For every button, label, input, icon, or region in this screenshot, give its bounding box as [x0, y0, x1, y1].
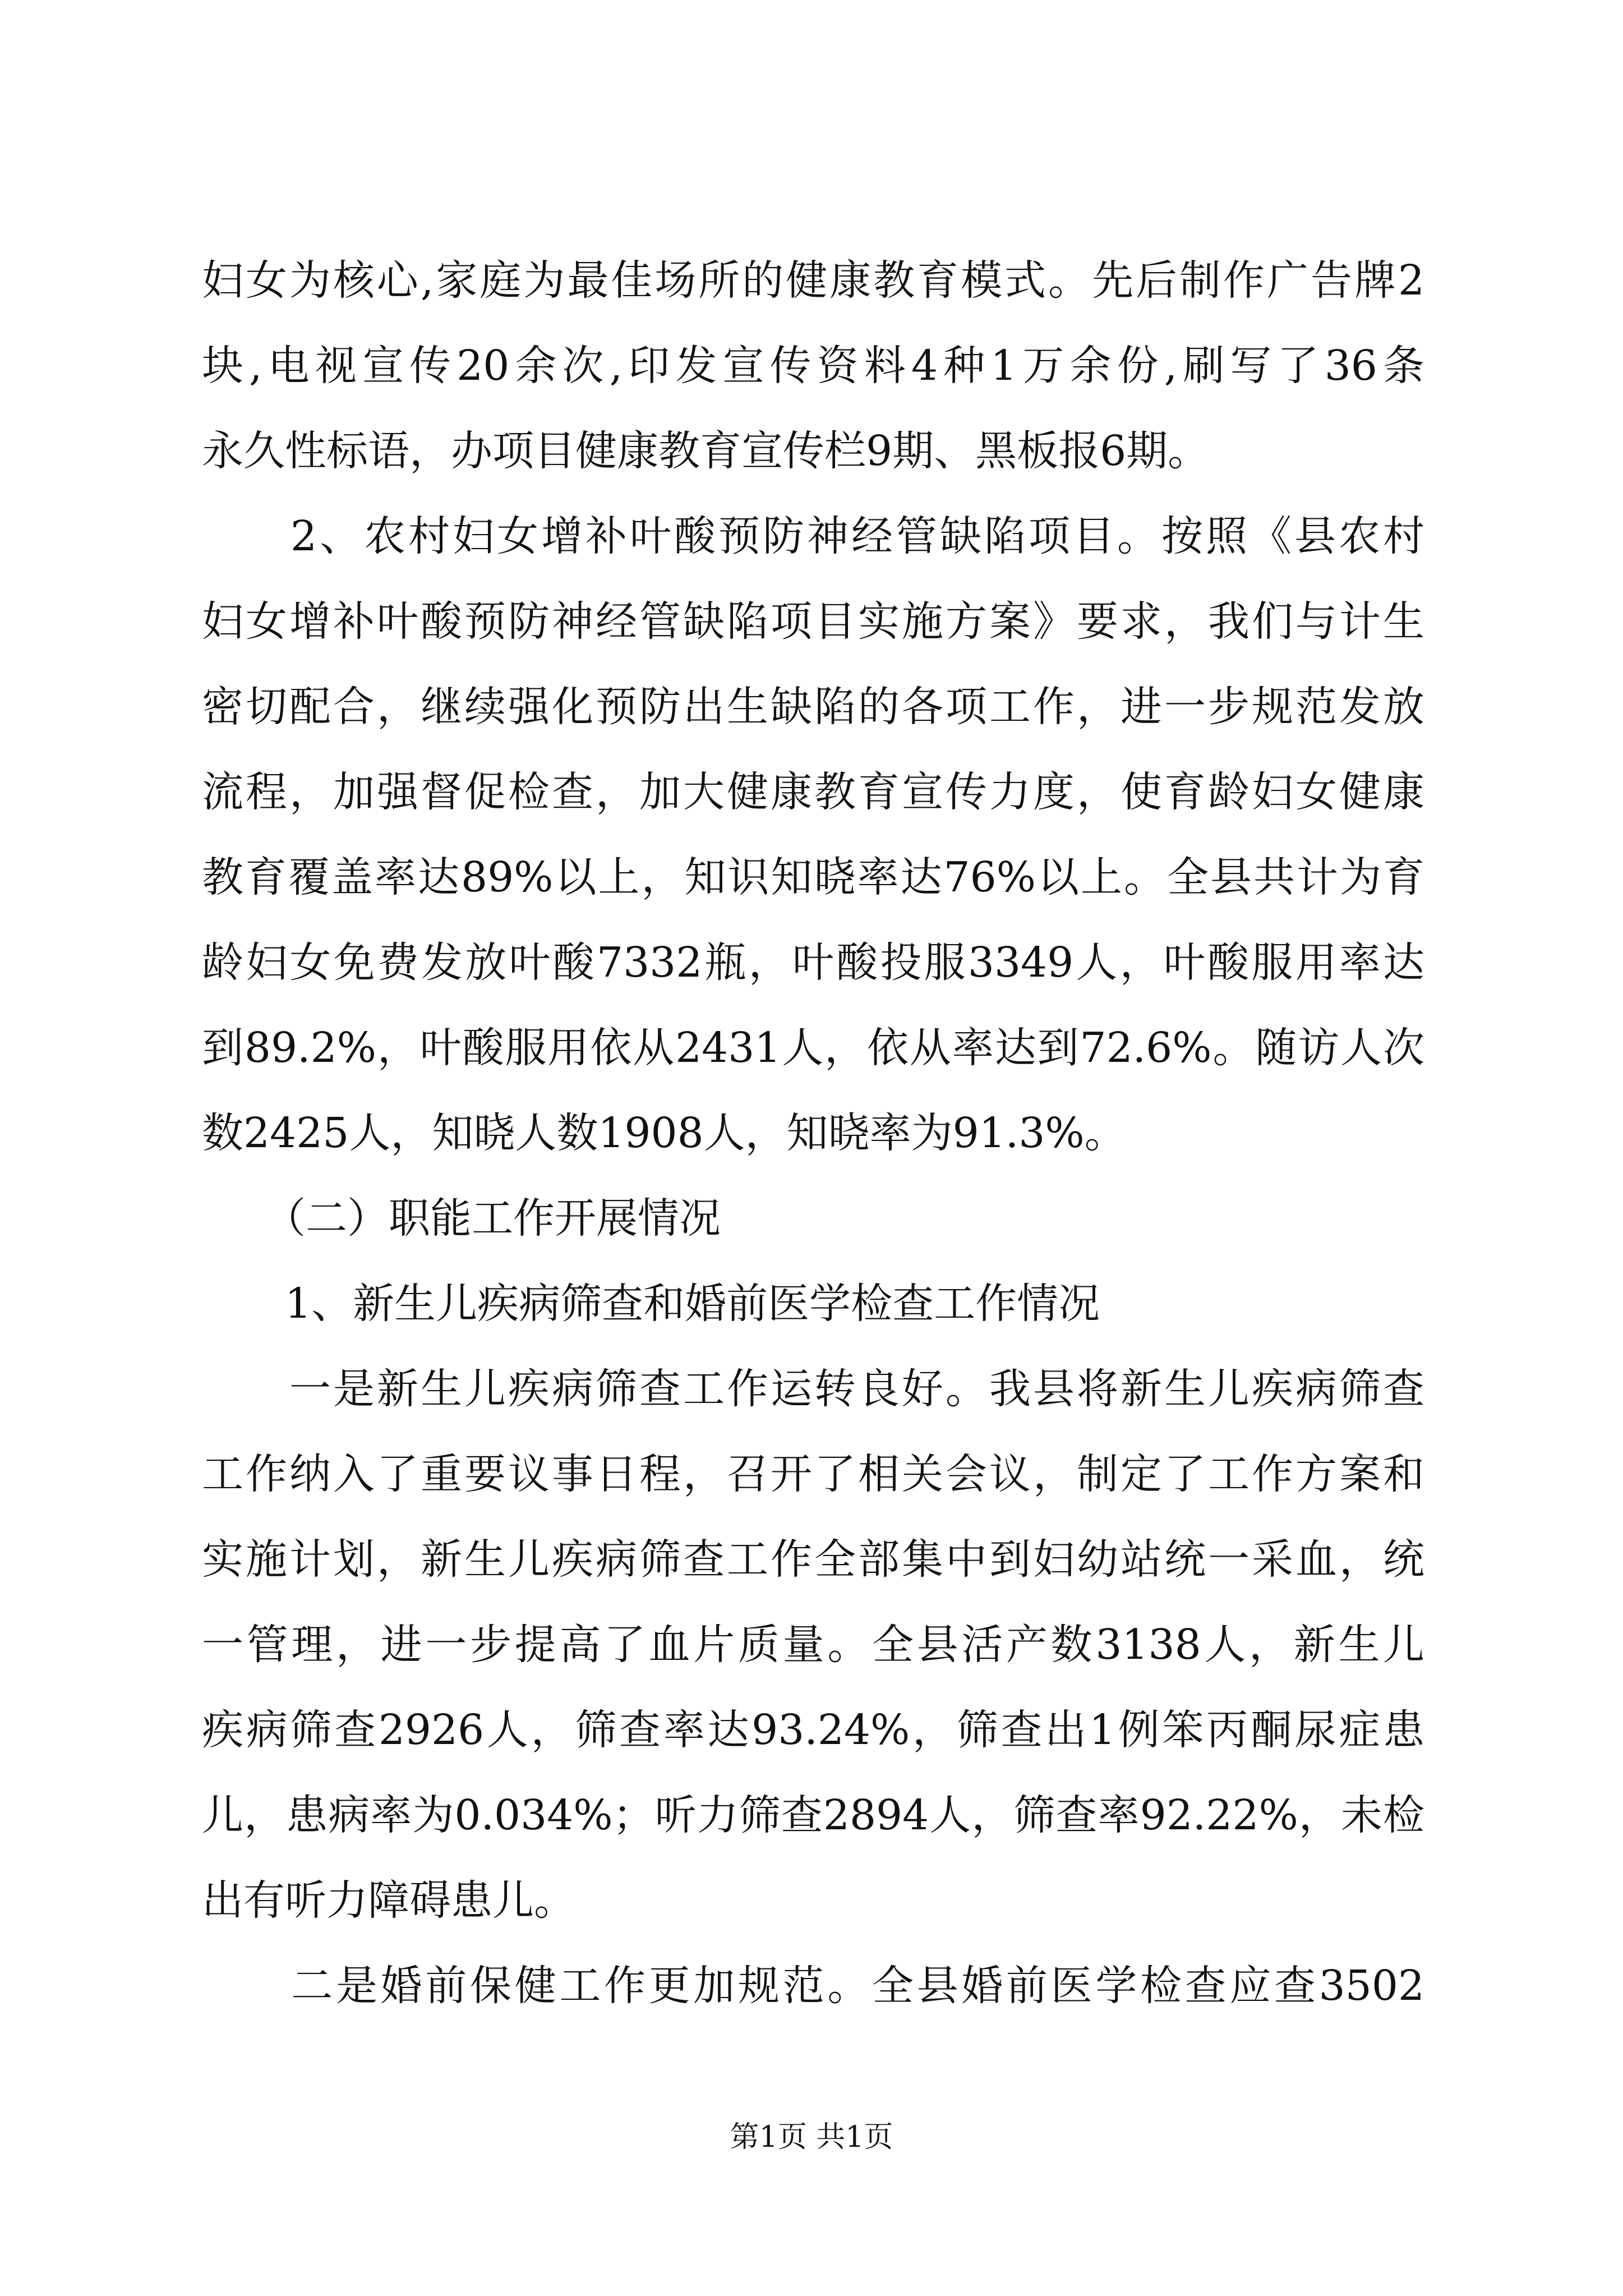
page-footer: 第1页 共1页	[730, 2120, 893, 2154]
text-line: 一是新生儿疾病筛查工作运转良好。我县将新生儿疾病筛查	[202, 1365, 1424, 1413]
subsection-heading: 1、新生儿疾病筛查和婚前医学检查工作情况	[202, 1280, 1100, 1328]
text-line: 龄妇女免费发放叶酸7332瓶，叶酸投服3349人，叶酸服用率达	[202, 938, 1424, 987]
text-line: 教育覆盖率达89%以上，知识知晓率达76%以上。全县共计为育	[202, 853, 1424, 901]
text-line: 二是婚前保健工作更加规范。全县婚前医学检查应查3502	[202, 1962, 1424, 2010]
text-line: 工作纳入了重要议事日程，召开了相关会议，制定了工作方案和	[202, 1450, 1424, 1498]
text-line: 密切配合，继续强化预防出生缺陷的各项工作，进一步规范发放	[202, 683, 1424, 731]
text-line: 块,电视宣传20余次,印发宣传资料4种1万余份,刷写了36条	[202, 342, 1424, 390]
text-line: 出有听力障碍患儿。	[202, 1876, 575, 1925]
text-line: 数2425人，知晓人数1908人，知晓率为91.3%。	[202, 1109, 1126, 1157]
text-line: 永久性标语，办项目健康教育宣传栏9期、黑板报6期。	[202, 427, 1210, 475]
text-line: 到89.2%，叶酸服用依从2431人，依从率达到72.6%。随访人次	[202, 1024, 1424, 1072]
text-line: 实施计划，新生儿疾病筛查工作全部集中到妇幼站统一采血，统	[202, 1535, 1424, 1584]
text-line: 流程，加强督促检查，加大健康教育宣传力度，使育龄妇女健康	[202, 768, 1424, 816]
text-line: 妇女为核心,家庭为最佳场所的健康教育模式。先后制作广告牌2	[202, 256, 1424, 305]
text-line: 2、农村妇女增补叶酸预防神经管缺陷项目。按照《县农村	[202, 512, 1424, 560]
text-line: 疾病筛查2926人，筛查率达93.24%，筛查出1例笨丙酮尿症患	[202, 1706, 1424, 1754]
text-line: 儿，患病率为0.034%；听力筛查2894人，筛查率92.22%，未检	[202, 1791, 1424, 1839]
text-line: 妇女增补叶酸预防神经管缺陷项目实施方案》要求，我们与计生	[202, 597, 1424, 646]
section-heading: （二）职能工作开展情况	[202, 1194, 721, 1243]
text-line: 一管理，进一步提高了血片质量。全县活产数3138人，新生儿	[202, 1621, 1424, 1669]
